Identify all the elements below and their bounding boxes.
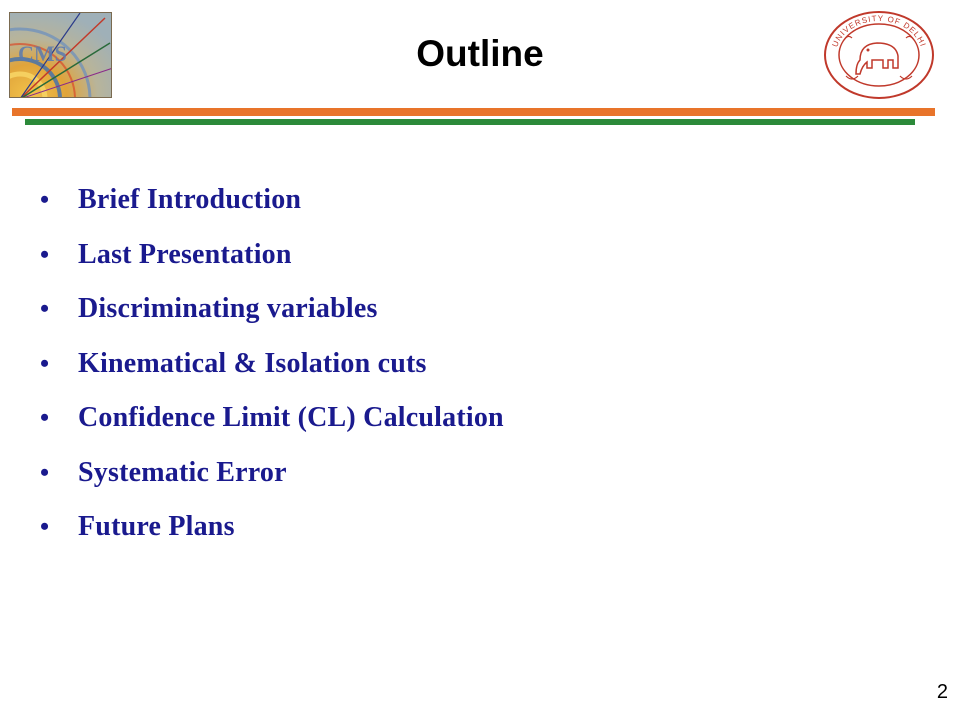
header-divider-orange	[12, 108, 935, 116]
cms-logo-text: CMS	[18, 41, 67, 66]
list-item	[40, 500, 504, 555]
university-of-delhi-seal-icon	[822, 10, 936, 100]
list-item	[40, 228, 504, 283]
list-item	[40, 282, 504, 337]
bullet-icon: •	[40, 403, 50, 433]
outline-list	[40, 173, 504, 555]
seal-text: UNIVERSITY OF DELHI	[830, 13, 928, 49]
slide-title: Outline	[416, 33, 544, 74]
list-item-text: Last Presentation	[78, 238, 292, 270]
bullet-icon: •	[40, 457, 50, 487]
list-item	[40, 391, 504, 446]
bullet-icon: •	[40, 185, 50, 215]
list-item-text: Future Plans	[78, 511, 235, 543]
list-item-text: Brief Introduction	[78, 184, 302, 216]
header-divider-green	[25, 119, 915, 125]
list-item-text: Confidence Limit (CL) Calculation	[78, 402, 504, 434]
bullet-icon: •	[40, 348, 50, 378]
list-item	[40, 173, 504, 228]
bullet-icon: •	[40, 294, 50, 324]
page-number: 2	[936, 681, 948, 703]
bullet-icon: •	[40, 512, 50, 542]
list-item-text: Discriminating variables	[78, 293, 378, 325]
list-item	[40, 337, 504, 392]
list-item	[40, 446, 504, 501]
list-item-text: Systematic Error	[78, 456, 287, 488]
bullet-icon: •	[40, 239, 50, 269]
list-item-text: Kinematical & Isolation cuts	[78, 347, 427, 379]
